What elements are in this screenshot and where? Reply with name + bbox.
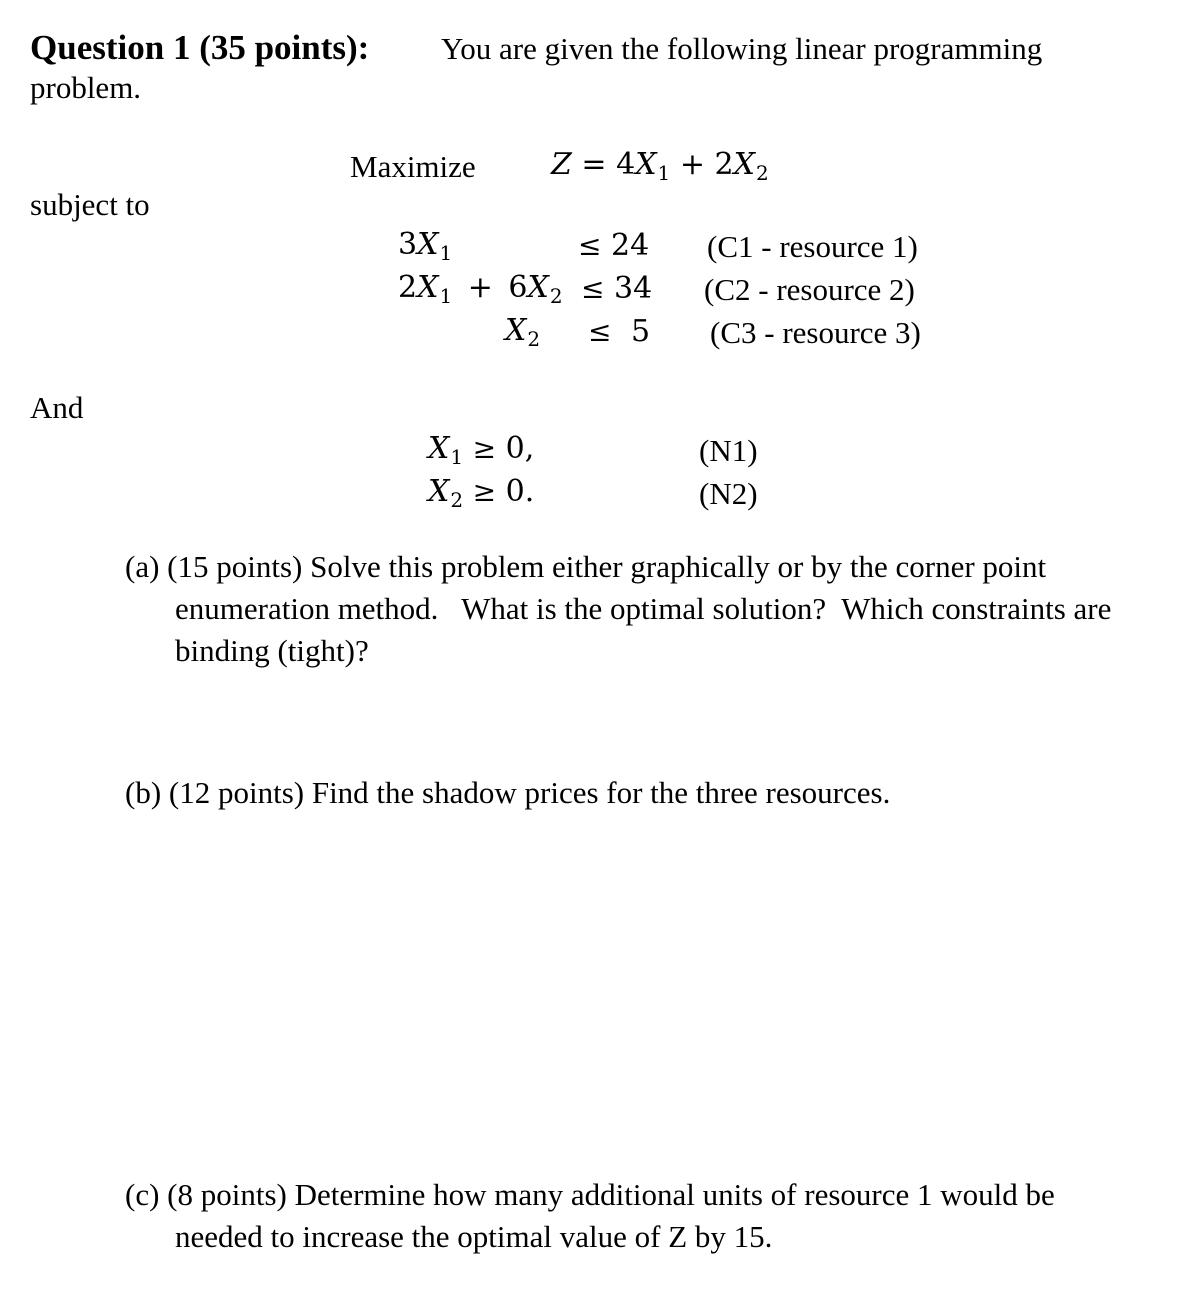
constraint-c3-leq: ≤ bbox=[588, 315, 612, 348]
nonneg-n2-tag: (N2) bbox=[699, 476, 758, 511]
question-heading: Question 1 (35 points): bbox=[30, 28, 370, 67]
constraint-c1-var1: X bbox=[417, 227, 439, 262]
constraint-c2-terms bbox=[398, 270, 563, 308]
constraint-c3-term bbox=[505, 313, 541, 351]
maximize-keyword: Maximize bbox=[350, 149, 476, 184]
objective-equals: = bbox=[581, 147, 607, 182]
objective-var2: X bbox=[733, 147, 755, 182]
nonneg-n1-sub: 1 bbox=[450, 445, 464, 469]
nonneg-n1-var: X bbox=[428, 431, 450, 466]
constraint-c1-tag: (C1 - resource 1) bbox=[707, 229, 918, 264]
constraint-c3-tag: (C3 - resource 3) bbox=[710, 315, 921, 350]
constraint-c2-var1: X bbox=[417, 270, 439, 305]
nonneg-n1 bbox=[428, 431, 535, 469]
objective-var1-sub: 1 bbox=[657, 161, 671, 185]
nonneg-n2-geq: ≥ bbox=[472, 475, 497, 508]
subject-to-label: subject to bbox=[30, 187, 150, 222]
objective-coef1: 4 bbox=[616, 147, 636, 182]
part-a-line3: binding (tight)? bbox=[175, 633, 369, 668]
constraint-c2-var2: X bbox=[527, 270, 549, 305]
constraint-c1-term1 bbox=[398, 227, 453, 265]
question-title bbox=[30, 30, 369, 65]
constraint-c2-rhs: 34 bbox=[614, 271, 653, 306]
nonneg-n2-var: X bbox=[428, 474, 450, 509]
nonneg-n2-rhs: 0. bbox=[505, 474, 535, 509]
nonneg-n2-sub: 2 bbox=[450, 488, 464, 512]
objective-var1: X bbox=[635, 147, 657, 182]
constraint-c2-relation bbox=[581, 271, 653, 306]
part-c-line2: needed to increase the optimal value of Z by 15. bbox=[175, 1219, 773, 1254]
constraint-c2-tag: (C2 - resource 2) bbox=[704, 272, 915, 307]
question-intro-line1: You are given the following linear programming bbox=[441, 31, 1043, 66]
nonneg-n1-tag: (N1) bbox=[699, 433, 758, 468]
constraint-c2-coef1: 2 bbox=[398, 270, 418, 305]
constraint-c1-sub1: 1 bbox=[439, 241, 453, 265]
objective-plus: + bbox=[679, 147, 705, 182]
constraint-c2-coef2: 6 bbox=[508, 270, 528, 305]
and-label: And bbox=[30, 390, 84, 425]
part-b-line1: (b) (12 points) Find the shadow prices for the three resources. bbox=[125, 775, 891, 810]
constraint-c1-rhs: 24 bbox=[611, 228, 650, 263]
part-a-line1: (a) (15 points) Solve this problem either graphically or by the corner point bbox=[125, 549, 1047, 584]
nonneg-n1-geq: ≥ bbox=[472, 432, 497, 465]
objective-z: Z bbox=[551, 147, 572, 182]
constraint-c3-relation bbox=[588, 314, 651, 349]
constraint-c1-leq: ≤ bbox=[578, 229, 602, 262]
constraint-c2-plus: + bbox=[467, 270, 493, 305]
constraint-c2-sub1: 1 bbox=[439, 284, 453, 308]
constraint-c3-sub2: 2 bbox=[527, 327, 541, 351]
constraint-c1-relation bbox=[578, 228, 650, 263]
constraint-c3-var2: X bbox=[505, 313, 527, 348]
objective-coef2: 2 bbox=[714, 147, 734, 182]
part-a-line2: enumeration method. What is the optimal solution? Which constraints are bbox=[175, 591, 1112, 626]
nonneg-n1-rhs: 0, bbox=[505, 431, 535, 466]
constraint-c2-leq: ≤ bbox=[581, 272, 605, 305]
constraint-c1-coef1: 3 bbox=[398, 227, 418, 262]
objective-var2-sub: 2 bbox=[755, 161, 769, 185]
question-intro-line2: problem. bbox=[30, 70, 142, 105]
nonneg-n2 bbox=[428, 474, 535, 512]
part-c-line1: (c) (8 points) Determine how many additional units of resource 1 would be bbox=[125, 1177, 1055, 1212]
objective-function bbox=[551, 147, 769, 185]
constraint-c2-sub2: 2 bbox=[549, 284, 563, 308]
constraint-c3-rhs: 5 bbox=[631, 314, 651, 349]
